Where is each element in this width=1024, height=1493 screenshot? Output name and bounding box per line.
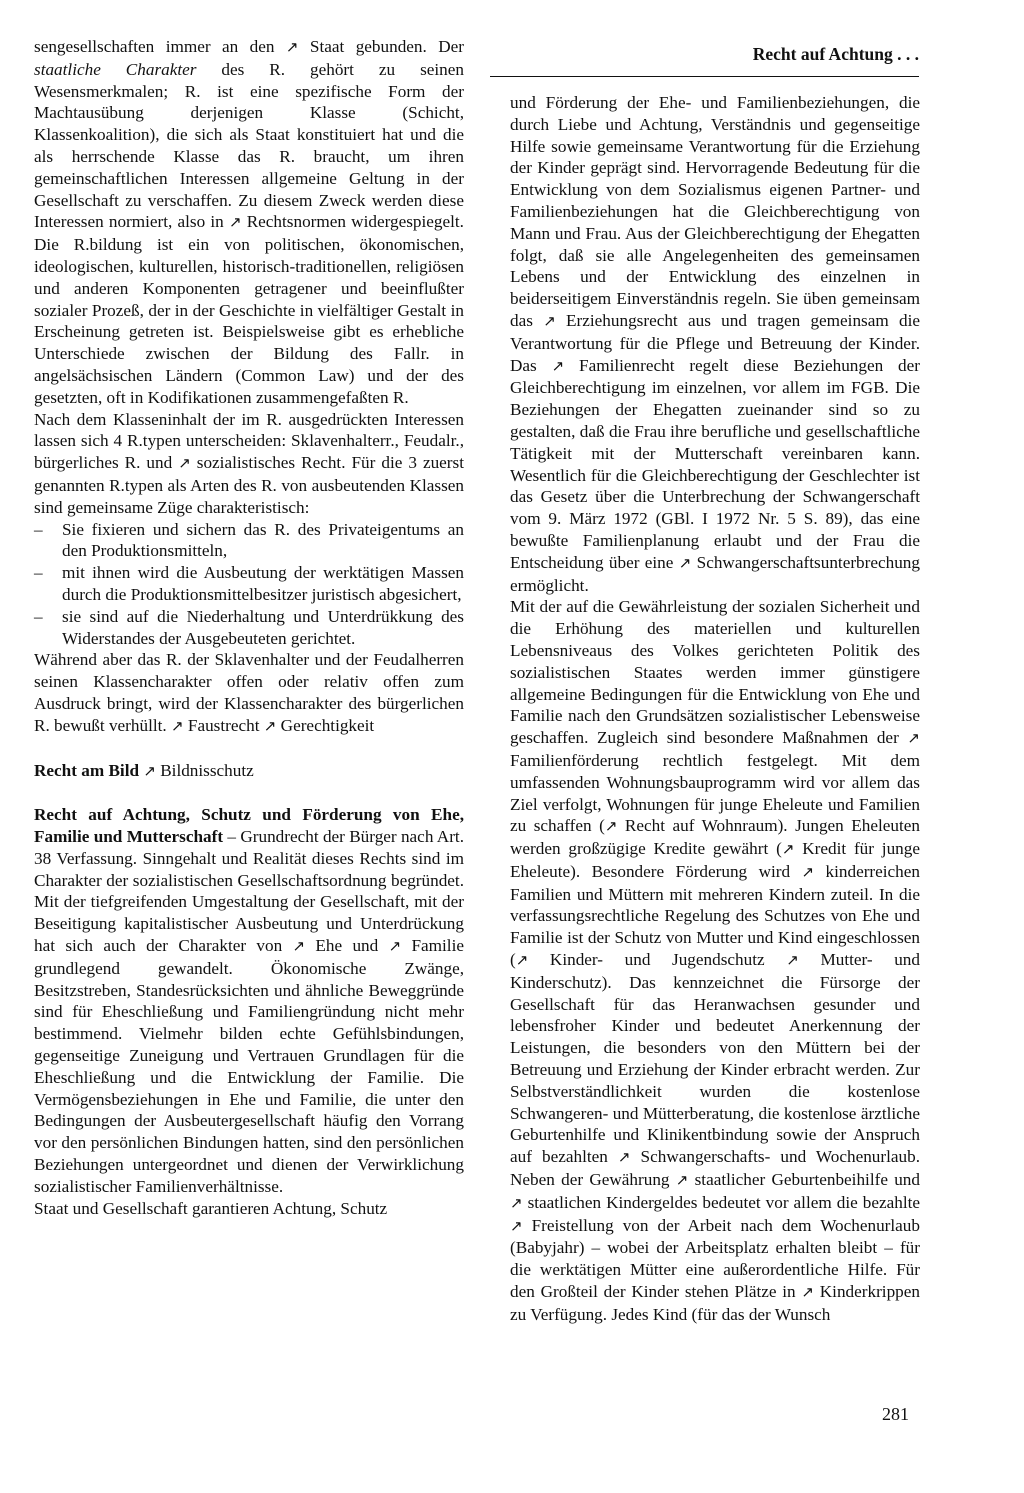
cross-reference-arrow-icon: ↗ (171, 716, 184, 735)
cross-reference-arrow-icon: ↗ (263, 716, 277, 735)
list-dash: – (34, 563, 43, 583)
dictionary-entry-recht-am-bild: Recht am Bild ↗ Bildnisschutz (34, 760, 254, 780)
cross-reference-arrow-icon: ↗ (510, 1216, 523, 1235)
entry-headword: Recht auf Achtung, Schutz und Förderung von Ehe, Familie und Mutterschaft (34, 805, 464, 847)
paragraph: Nach dem Klasseninhalt der im R. ausgedrückten Interessen lassen sich 4 R.typen unterscheiden: Sklavenhalterr., Feudalr., bürgerliches R. und ↗ sozialistisches Recht. Für die 3 zuerst genannten R.typen als Arten des R. von ausbeutenden Klassen sind gemeinsame Züge charakteristisch: (34, 409, 464, 517)
right-column (510, 92, 920, 1326)
list-dash: – (34, 606, 43, 626)
paragraph: und Förderung der Ehe- und Familienbeziehungen, die durch Liebe und Achtung, Verständnis und gegenseitige Hilfe sowie gemeinsame Verantwortung für die Erziehung der Kinder geprägt sind. Hervorragende Bedeutung für die Entwicklung von dem Sozialismus eigenen Partner- und Familienbeziehungen hat die Gleichberechtigung von Mann und Frau. Aus der Gleichberechtigung der Ehegatten folgt, daß sie alle Angelegenheiten des gemeinsamen Lebens und der Entwicklung des einzelnen in beiderseitigem Einverständnis regeln. Sie üben gemeinsam das ↗ Erziehungsrecht aus und tragen gemeinsam die Verantwortung für die Pflege und Betreuung der Kinder. Das ↗ Familienrecht regelt diese Beziehungen der Gleichberechtigung im einzelnen, vor allem im FGB. Die Beziehungen der Ehegatten zueinander sind so zu gestalten, daß die Frau ihre berufliche und gesellschaftliche Tätigkeit mit der Mutterschaft vereinbaren kann. Wesentlich für die Gleichberechtigung der Geschlechter ist das Gesetz über die Unterbrechung der Schwangerschaft vom 9. März 1972 (GBl. I 1972 Nr. 5 S. 89), das eine bewußte Familienplanung erlaubt und der Frau die Entscheidung über eine ↗ Schwangerschaftsunterbrechung ermöglicht. (510, 93, 920, 595)
cross-reference-arrow-icon: ↗ (178, 454, 191, 473)
cross-reference-arrow-icon: ↗ (801, 1283, 814, 1302)
list-item: – mit ihnen wird die Ausbeutung der werktätigen Massen durch die Produktionsmittelbesitzer juristisch abgesichert, (34, 563, 464, 604)
running-head-rule (490, 76, 919, 77)
cross-reference-arrow-icon: ↗ (907, 729, 920, 748)
cross-reference-arrow-icon: ↗ (515, 951, 529, 970)
cross-reference-arrow-icon: ↗ (543, 311, 556, 330)
paragraph: Während aber das R. der Sklavenhalter und der Feudalherren seinen Klassencharakter offen oder relativ offen zum Ausdruck bringt, wird der Klassencharakter des bürgerlichen R. bewußt verhüllt. ↗ Faustrecht ↗ Gerechtigkeit (34, 650, 464, 735)
list-item: – Sie fixieren und sichern das R. des Privateigentums an den Produktionsmitteln, (34, 519, 464, 561)
cross-reference-arrow-icon: ↗ (801, 862, 815, 881)
list-dash: – (34, 519, 43, 539)
running-head: Recht auf Achtung . . . (752, 44, 919, 64)
paragraph: Staat und Gesellschaft garantieren Achtung, Schutz (34, 1198, 388, 1218)
cross-reference-arrow-icon: ↗ (228, 213, 242, 232)
cross-reference-arrow-icon: ↗ (292, 937, 306, 956)
emphasis: staatliche Charakter (34, 59, 197, 79)
characteristics-list (34, 519, 464, 650)
cross-reference-arrow-icon: ↗ (781, 840, 795, 859)
dictionary-entry-recht-auf-achtung: Recht auf Achtung, Schutz und Förderung von Ehe, Familie und Mutterschaft – Grundrecht der Bürger nach Art. 38 Verfassung. Sinngehalt und Realität dieses Rechts sind im Charakter der sozialistischen Gesellschaftsordnung begründet. Mit der tiefgreifenden Umgestaltung der Gesellschaft, mit der Beseitigung kapitalistischer Ausbeutung und Unterdrückung hat sich auch der Charakter von ↗ Ehe und ↗ Familie grundlegend gewandelt. Ökonomische Zwänge, Besitzstreben, Standesrücksichten und ähnliche Beweggründe sind für Eheschließung und Familiengründung nicht mehr bestimmend. Vielmehr bilden echte Gefühlsbindungen, gegenseitige Zuneigung und Vertrauen Grundlagen für die Eheschließung und die Entwicklung der Familie. Die Vermögensbeziehungen in Ehe und Familie, die unter den Bedingungen der Ausbeutergesellschaft häufig den Vorrang vor den persönlichen Bindungen hatten, sind den persönlichen Beziehungen untergeordnet und dienen der Verwirklichung sozialistischer Familienverhältnisse. (34, 805, 464, 1196)
left-column (34, 36, 464, 1219)
cross-reference-arrow-icon: ↗ (388, 937, 402, 956)
cross-reference-arrow-icon: ↗ (678, 553, 692, 572)
cross-reference-arrow-icon: ↗ (675, 1171, 689, 1190)
cross-reference-arrow-icon: ↗ (510, 1193, 523, 1212)
cross-reference-arrow-icon: ↗ (285, 38, 299, 56)
list-item: – sie sind auf die Niederhaltung und Unterdrükkung des Widerstandes der Ausgebeuteten gerichtet. (34, 606, 464, 648)
cross-reference-arrow-icon: ↗ (551, 356, 565, 375)
cross-reference-arrow-icon: ↗ (604, 817, 618, 836)
paragraph: Mit der auf die Gewährleistung der sozialen Sicherheit und die Erhöhung des materiellen und kulturellen Lebensniveaus des Volkes gerichteten Politik des sozialistischen Staates werden immer günstigere allgemeine Bedingungen für die Entwicklung von Ehe und Familie nach den Grundsätzen sozialistischer Lebensweise geschaffen. Zugleich sind besondere Maßnahmen der ↗ Familienförderung rechtlich festgelegt. Mit dem umfassenden Wohnungsbauprogramm wird vor allem das Ziel verfolgt, Wohnungen für junge Eheleute und Familien zu schaffen (↗ Recht auf Wohnraum). Jungen Eheleuten werden großzügige Kredite gewährt (↗ Kredit für junge Eheleute). Besondere Förderung wird ↗ kinderreichen Familien und Müttern mit mehreren Kindern zuteil. In die verfassungsrechtliche Regelung des Schutzes von Ehe und Familie ist der Schutz von Mutter und Kind eingeschlossen (↗ Kinder- und Jugendschutz ↗ Mutter- und Kinderschutz). Das kennzeichnet die Fürsorge der Gesellschaft für das Heranwachsen gesunder und lebensfroher Kinder und bedeutet Anerkennung der Leistungen, die besonders von den Müttern bei der Betreuung und Erziehung der Kinder erbracht werden. Zur Selbstverständlichkeit wurden die kostenlose Schwangeren- und Mütterberatung, die kostenlose ärztliche Geburtenhilfe und Klinikentbindung sowie der Anspruch auf bezahlten ↗ Schwangerschafts- und Wochenurlaub. Neben der Gewährung ↗ staatlicher Geburtenbeihilfe und ↗ staatlichen Kindergeldes bedeutet vor allem die bezahlte ↗ Freistellung von der Arbeit nach dem Wochenurlaub (Babyjahr) – wobei der Arbeitsplatz erhalten bleibt – für die werktätigen Mütter eine außerordentliche Hilfe. Für den Großteil der Kinder stehen Plätze in ↗ Kinderkrippen zu Verfügung. Jedes Kind (für das der Wunsch (510, 597, 921, 1324)
entry-headword: Recht am Bild (34, 760, 140, 780)
cross-reference-arrow-icon: ↗ (786, 951, 799, 970)
page-number: 281 (882, 1404, 909, 1424)
cross-reference-arrow-icon: ↗ (617, 1148, 631, 1167)
paragraph: sengesellschaften immer an den ↗ Staat gebunden. Der staatliche Charakter des R. gehört zu seinen Wesensmerkmalen; R. ist eine spezifische Form der Machtausübung derjenigen Klasse (Schicht, Klassenkoalition), die sich als Staat konstituiert hat und die als herrschende Klasse das R. braucht, um ihren gemeinschaftlichen Interessen allgemeine Geltung in der Gesellschaft zu verschaffen. Zu diesem Zweck werden diese Interessen normiert, also in ↗ Rechtsnormen widergespiegelt. Die R.bildung ist ein von politischen, ökonomischen, ideologischen, kulturellen, historisch-traditionellen, religiösen und anderen Komponenten getragener und beeinflußter sozialer Prozeß, der in der Geschichte in vielfältiger Gestalt in Erscheinung getreten ist. Beispielsweise gibt es erhebliche Unterschiede zwischen der Bildung des Fallr. in angelsächsischen Ländern (Common Law) und der des gesetzten, oft in Kodifikationen zusammengefaßten R. (34, 37, 465, 407)
cross-reference-arrow-icon: ↗ (143, 761, 156, 780)
